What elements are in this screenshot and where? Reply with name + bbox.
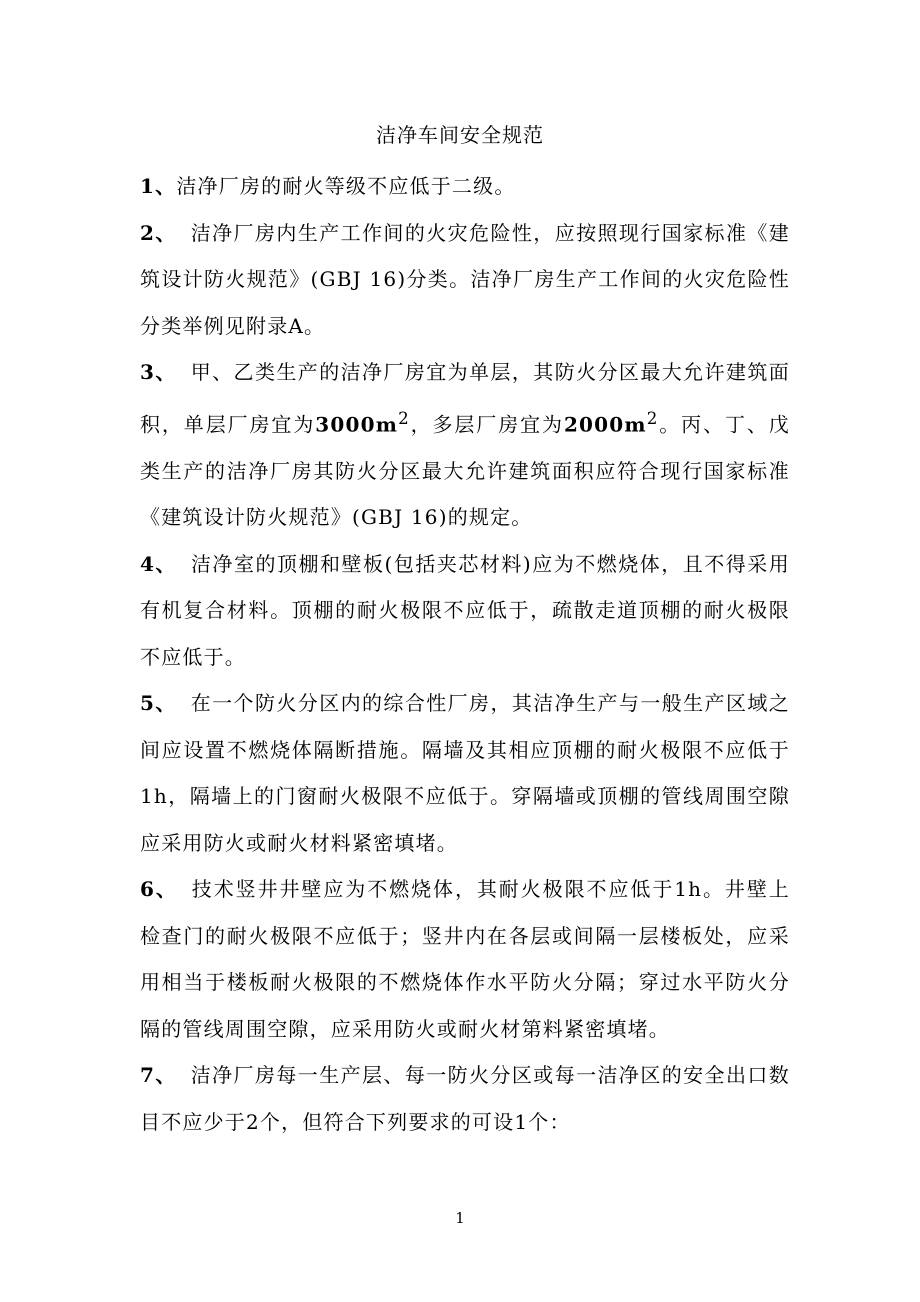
document-body: [140, 163, 790, 1145]
paragraph-number: 1、: [140, 174, 177, 198]
area-exponent: 2: [398, 408, 410, 428]
page-number: 1: [455, 1209, 465, 1227]
paragraph-number: 4、: [140, 551, 177, 576]
area-value-multi-storey: 2000m: [563, 412, 647, 437]
paragraph-4: [140, 541, 790, 681]
paragraph-number: 5、: [140, 691, 177, 716]
paragraph-5: [140, 680, 790, 866]
paragraph-text: 在一个防火分区内的综合性厂房，其洁净生产与一般生产区域之间应设置不燃烧体隔断措施。隔墙及其相应顶棚的耐火极限不应低于1h，隔墙上的门窗耐火极限不应低于。穿隔墙或顶棚的管线周围空隙应采用防火或耐火材料紧密填堵。: [140, 691, 790, 855]
area-exponent: 2: [646, 408, 659, 428]
paragraph-number: 2、: [140, 220, 177, 245]
paragraph-number: 6、: [140, 877, 178, 902]
paragraph-text: 洁净室的顶棚和壁板(包括夹芯材料)应为不燃烧体，且不得采用有机复合材料。顶棚的耐火极限不应低于，疏散走道顶棚的耐火极限不应低于。: [140, 551, 790, 669]
paragraph-6: [140, 866, 790, 1052]
paragraph-text: 洁净厂房内生产工作间的火灾危险性，应按照现行国家标准《建筑设计防火规范》(GBJ 16)分类。洁净厂房生产工作间的火灾危险性分类举例见附录A。: [140, 220, 790, 338]
page-title: 洁净车间安全规范: [376, 123, 544, 147]
paragraph-text-c: 。丙、丁、戊类生产的洁净厂房其防火分区最大允许建筑面积应符合现行国家标准《建筑设计防火规范》(GBJ 16)的规定。: [140, 412, 791, 530]
area-value-single-storey: 3000m: [315, 412, 399, 437]
paragraph-number: 3、: [140, 360, 177, 384]
paragraph-7: [140, 1052, 790, 1145]
paragraph-1: [140, 163, 790, 210]
paragraph-3: [140, 349, 790, 541]
paragraph-text: 洁净厂房每一生产层、每一防火分区或每一洁净区的安全出口数目不应少于2个，但符合下列要求的可设1个：: [140, 1063, 790, 1134]
paragraph-text: 技术竖井井壁应为不燃烧体，其耐火极限不应低于1h。井壁上检查门的耐火极限不应低于；竖井内在各层或间隔一层楼板处，应采用相当于楼板耐火极限的不燃烧体作水平防火分隔；穿过水平防火分隔的管线周围空隙，应采用防火或耐火材第料紧密填堵。: [140, 877, 790, 1041]
paragraph-text-a: 甲、乙类生产的洁净厂房宜为单层，其防火分区最大允许建筑面积，单层厂房宜为: [140, 360, 790, 437]
paragraph-2: [140, 210, 790, 350]
paragraph-number: 7、: [140, 1063, 177, 1088]
paragraph-text: 洁净厂房的耐火等级不应低于二级。: [176, 174, 516, 198]
paragraph-text-b: ，多层厂房宜为: [409, 412, 564, 437]
